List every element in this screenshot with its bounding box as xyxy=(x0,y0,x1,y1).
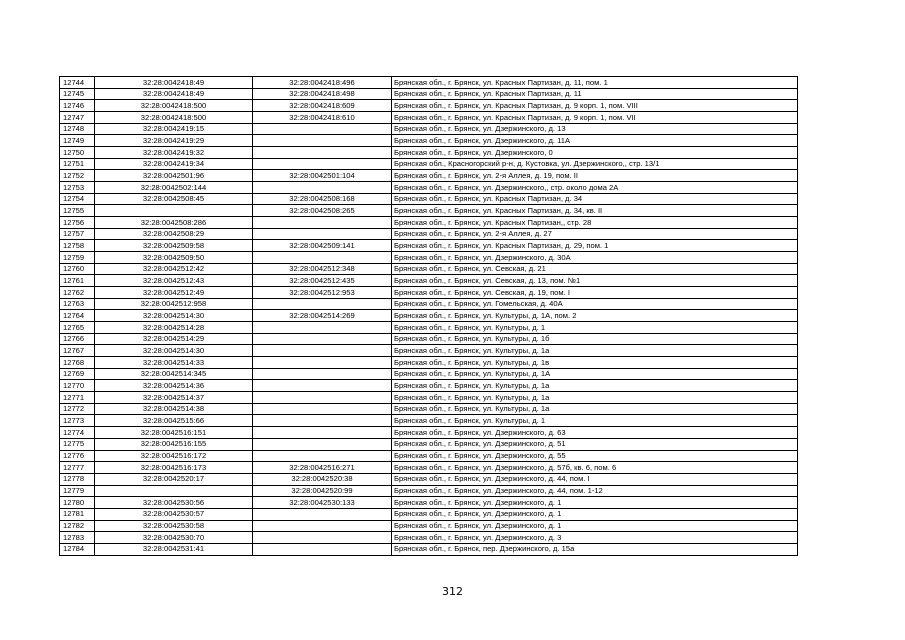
address: Брянская обл., г. Брянск, ул. 2-я Аллея, д. 19, пом. II xyxy=(392,170,798,182)
object-cadastral-number xyxy=(253,403,392,415)
row-number: 12757 xyxy=(60,228,95,240)
row-number: 12748 xyxy=(60,123,95,135)
table-row xyxy=(60,298,798,310)
row-number: 12764 xyxy=(60,310,95,322)
row-number: 12780 xyxy=(60,497,95,509)
cadastral-number xyxy=(95,205,253,217)
row-number: 12751 xyxy=(60,158,95,170)
object-cadastral-number: 32:28:0042512:435 xyxy=(253,275,392,287)
row-number: 12745 xyxy=(60,88,95,100)
table-row xyxy=(60,275,798,287)
object-cadastral-number xyxy=(253,147,392,159)
address: Брянская обл., г. Брянск, ул. Дзержинского, д. 55 xyxy=(392,450,798,462)
object-cadastral-number: 32:28:0042512:953 xyxy=(253,287,392,299)
row-number: 12783 xyxy=(60,532,95,544)
row-number: 12775 xyxy=(60,438,95,450)
address: Брянская обл., Красногорский р-н, д. Кустовка, ул. Дзержинского,, стр. 13/1 xyxy=(392,158,798,170)
object-cadastral-number xyxy=(253,380,392,392)
cadastral-number: 32:28:0042530:70 xyxy=(95,532,253,544)
object-cadastral-number: 32:28:0042418:496 xyxy=(253,77,392,89)
object-cadastral-number xyxy=(253,520,392,532)
address: Брянская обл., г. Брянск, ул. Дзержинского, 0 xyxy=(392,147,798,159)
address: Брянская обл., г. Брянск, ул. Севская, д. 21 xyxy=(392,263,798,275)
address: Брянская обл., г. Брянск, ул. Гомельская, д. 40А xyxy=(392,298,798,310)
table-row xyxy=(60,485,798,497)
row-number: 12753 xyxy=(60,182,95,194)
cadastral-number: 32:28:0042514:345 xyxy=(95,368,253,380)
table-row xyxy=(60,228,798,240)
row-number: 12760 xyxy=(60,263,95,275)
object-cadastral-number: 32:28:0042530:133 xyxy=(253,497,392,509)
table-row xyxy=(60,240,798,252)
object-cadastral-number xyxy=(253,427,392,439)
cadastral-number: 32:28:0042514:29 xyxy=(95,333,253,345)
table-row xyxy=(60,170,798,182)
object-cadastral-number: 32:28:0042512:348 xyxy=(253,263,392,275)
row-number: 12782 xyxy=(60,520,95,532)
cadastral-number: 32:28:0042516:172 xyxy=(95,450,253,462)
table-row xyxy=(60,322,798,334)
address: Брянская обл., г. Брянск, ул. Дзержинского, д. 1 xyxy=(392,520,798,532)
row-number: 12756 xyxy=(60,217,95,229)
row-number: 12770 xyxy=(60,380,95,392)
row-number: 12772 xyxy=(60,403,95,415)
cadastral-number: 32:28:0042512:49 xyxy=(95,287,253,299)
address: Брянская обл., г. Брянск, ул. Культуры, д. 1А xyxy=(392,368,798,380)
object-cadastral-number xyxy=(253,415,392,427)
address: Брянская обл., г. Брянск, ул. Дзержинского, д. 11А xyxy=(392,135,798,147)
row-number: 12768 xyxy=(60,357,95,369)
address: Брянская обл., г. Брянск, ул. Культуры, д. 1 xyxy=(392,415,798,427)
cadastral-number: 32:28:0042530:56 xyxy=(95,497,253,509)
cadastral-number: 32:28:0042419:29 xyxy=(95,135,253,147)
table-row xyxy=(60,380,798,392)
object-cadastral-number xyxy=(253,532,392,544)
row-number: 12765 xyxy=(60,322,95,334)
object-cadastral-number xyxy=(253,392,392,404)
object-cadastral-number: 32:28:0042418:498 xyxy=(253,88,392,100)
cadastral-number: 32:28:0042514:30 xyxy=(95,310,253,322)
address: Брянская обл., г. Брянск, ул. Культуры, д. 1А, пом. 2 xyxy=(392,310,798,322)
cadastral-number: 32:28:0042514:33 xyxy=(95,357,253,369)
row-number: 12763 xyxy=(60,298,95,310)
row-number: 12762 xyxy=(60,287,95,299)
object-cadastral-number xyxy=(253,322,392,334)
table-row xyxy=(60,205,798,217)
row-number: 12744 xyxy=(60,77,95,89)
address: Брянская обл., г. Брянск, ул. Красных Партизан, д. 11 xyxy=(392,88,798,100)
table-row xyxy=(60,392,798,404)
object-cadastral-number xyxy=(253,217,392,229)
address: Брянская обл., г. Брянск, ул. Дзержинского, д. 44, пом. I xyxy=(392,473,798,485)
row-number: 12758 xyxy=(60,240,95,252)
table-row xyxy=(60,368,798,380)
address: Брянская обл., г. Брянск, ул. Культуры, д. 1б xyxy=(392,333,798,345)
row-number: 12771 xyxy=(60,392,95,404)
object-cadastral-number: 32:28:0042516:271 xyxy=(253,462,392,474)
row-number: 12747 xyxy=(60,112,95,124)
row-number: 12759 xyxy=(60,252,95,264)
object-cadastral-number: 32:28:0042418:609 xyxy=(253,100,392,112)
object-cadastral-number xyxy=(253,228,392,240)
object-cadastral-number: 32:28:0042520:99 xyxy=(253,485,392,497)
table-row xyxy=(60,438,798,450)
row-number: 12777 xyxy=(60,462,95,474)
table-row xyxy=(60,135,798,147)
cadastral-number: 32:28:0042520:17 xyxy=(95,473,253,485)
row-number: 12767 xyxy=(60,345,95,357)
cadastral-number: 32:28:0042514:30 xyxy=(95,345,253,357)
row-number: 12754 xyxy=(60,193,95,205)
table-row xyxy=(60,403,798,415)
cadastral-number: 32:28:0042418:49 xyxy=(95,88,253,100)
address: Брянская обл., г. Брянск, ул. Севская, д. 13, пом. №1 xyxy=(392,275,798,287)
table-row xyxy=(60,193,798,205)
table-row xyxy=(60,287,798,299)
cadastral-number: 32:28:0042419:32 xyxy=(95,147,253,159)
address: Брянская обл., г. Брянск, ул. Севская, д. 19, пом. I xyxy=(392,287,798,299)
row-number: 12746 xyxy=(60,100,95,112)
row-number: 12750 xyxy=(60,147,95,159)
object-cadastral-number xyxy=(253,158,392,170)
address: Брянская обл., г. Брянск, ул. Дзержинского, д. 1 xyxy=(392,497,798,509)
table-row xyxy=(60,543,798,555)
address: Брянская обл., г. Брянск, ул. Дзержинского, д. 63 xyxy=(392,427,798,439)
cadastral-number: 32:28:0042516:151 xyxy=(95,427,253,439)
cadastral-number: 32:28:0042516:173 xyxy=(95,462,253,474)
cadastral-number: 32:28:0042514:28 xyxy=(95,322,253,334)
cadastral-number: 32:28:0042509:50 xyxy=(95,252,253,264)
cadastral-number: 32:28:0042419:34 xyxy=(95,158,253,170)
object-cadastral-number: 32:28:0042501:104 xyxy=(253,170,392,182)
row-number: 12749 xyxy=(60,135,95,147)
object-cadastral-number xyxy=(253,543,392,555)
object-cadastral-number: 32:28:0042508:265 xyxy=(253,205,392,217)
cadastral-number: 32:28:0042419:15 xyxy=(95,123,253,135)
object-cadastral-number xyxy=(253,182,392,194)
cadastral-number: 32:28:0042512:43 xyxy=(95,275,253,287)
cadastral-number: 32:28:0042418:500 xyxy=(95,100,253,112)
object-cadastral-number xyxy=(253,333,392,345)
table-row xyxy=(60,345,798,357)
row-number: 12769 xyxy=(60,368,95,380)
object-cadastral-number xyxy=(253,368,392,380)
address: Брянская обл., г. Брянск, ул. Дзержинского, д. 44, пом. 1-12 xyxy=(392,485,798,497)
table-row xyxy=(60,112,798,124)
address: Брянская обл., г. Брянск, ул. Красных Партизан, д. 29, пом. 1 xyxy=(392,240,798,252)
cadastral-number: 32:28:0042514:36 xyxy=(95,380,253,392)
table-row xyxy=(60,450,798,462)
row-number: 12774 xyxy=(60,427,95,439)
table-row xyxy=(60,497,798,509)
table-row xyxy=(60,217,798,229)
table-row xyxy=(60,333,798,345)
cadastral-number: 32:28:0042418:49 xyxy=(95,77,253,89)
object-cadastral-number xyxy=(253,438,392,450)
table-row xyxy=(60,427,798,439)
table-row xyxy=(60,310,798,322)
table-row xyxy=(60,100,798,112)
cadastral-number: 32:28:0042530:58 xyxy=(95,520,253,532)
object-cadastral-number xyxy=(253,345,392,357)
cadastral-number: 32:28:0042502:144 xyxy=(95,182,253,194)
row-number: 12778 xyxy=(60,473,95,485)
object-cadastral-number: 32:28:0042514:269 xyxy=(253,310,392,322)
cadastral-number xyxy=(95,485,253,497)
registry-table xyxy=(59,76,798,556)
object-cadastral-number: 32:28:0042418:610 xyxy=(253,112,392,124)
address: Брянская обл., г. Брянск, ул. Дзержинского, д. 57б, кв. 6, пом. 6 xyxy=(392,462,798,474)
cadastral-number: 32:28:0042516:155 xyxy=(95,438,253,450)
cadastral-number: 32:28:0042512:42 xyxy=(95,263,253,275)
address: Брянская обл., г. Брянск, ул. Дзержинского, д. 3 xyxy=(392,532,798,544)
table-row xyxy=(60,182,798,194)
address: Брянская обл., г. Брянск, ул. Культуры, д. 1а xyxy=(392,403,798,415)
cadastral-number: 32:28:0042508:29 xyxy=(95,228,253,240)
cadastral-number: 32:28:0042508:45 xyxy=(95,193,253,205)
object-cadastral-number xyxy=(253,508,392,520)
page-number: 312 xyxy=(442,585,463,598)
row-number: 12766 xyxy=(60,333,95,345)
object-cadastral-number: 32:28:0042509:141 xyxy=(253,240,392,252)
row-number: 12784 xyxy=(60,543,95,555)
table-row xyxy=(60,123,798,135)
address: Брянская обл., г. Брянск, ул. Дзержинского, д. 51 xyxy=(392,438,798,450)
table-row xyxy=(60,88,798,100)
row-number: 12755 xyxy=(60,205,95,217)
row-number: 12752 xyxy=(60,170,95,182)
address: Брянская обл., г. Брянск, ул. Красных Партизан, д. 11, пом. 1 xyxy=(392,77,798,89)
address: Брянская обл., г. Брянск, пер. Дзержинского, д. 15а xyxy=(392,543,798,555)
address: Брянская обл., г. Брянск, ул. Красных Партизан, д. 34, кв. II xyxy=(392,205,798,217)
address: Брянская обл., г. Брянск, ул. Культуры, д. 1а xyxy=(392,345,798,357)
cadastral-number: 32:28:0042501:96 xyxy=(95,170,253,182)
address: Брянская обл., г. Брянск, ул. Культуры, д. 1а xyxy=(392,392,798,404)
table-row xyxy=(60,357,798,369)
cadastral-number: 32:28:0042515:66 xyxy=(95,415,253,427)
cadastral-number: 32:28:0042512:958 xyxy=(95,298,253,310)
address: Брянская обл., г. Брянск, ул. Культуры, д. 1 xyxy=(392,322,798,334)
table-row xyxy=(60,473,798,485)
table-row xyxy=(60,462,798,474)
address: Брянская обл., г. Брянск, ул. Красных Партизан, д. 9 корп. 1, пом. VIII xyxy=(392,100,798,112)
cadastral-number: 32:28:0042514:37 xyxy=(95,392,253,404)
address: Брянская обл., г. Брянск, ул. Дзержинского, д. 30А xyxy=(392,252,798,264)
address: Брянская обл., г. Брянск, ул. Культуры, д. 1а xyxy=(392,380,798,392)
table-row xyxy=(60,158,798,170)
object-cadastral-number: 32:28:0042520:38 xyxy=(253,473,392,485)
object-cadastral-number: 32:28:0042508:168 xyxy=(253,193,392,205)
cadastral-number: 32:28:0042514:38 xyxy=(95,403,253,415)
table-row xyxy=(60,252,798,264)
address: Брянская обл., г. Брянск, ул. 2-я Аллея, д. 27 xyxy=(392,228,798,240)
cadastral-number: 32:28:0042531:41 xyxy=(95,543,253,555)
address: Брянская обл., г. Брянск, ул. Культуры, д. 1в xyxy=(392,357,798,369)
address: Брянская обл., г. Брянск, ул. Красных Партизан,, стр. 28 xyxy=(392,217,798,229)
object-cadastral-number xyxy=(253,123,392,135)
object-cadastral-number xyxy=(253,135,392,147)
object-cadastral-number xyxy=(253,357,392,369)
row-number: 12761 xyxy=(60,275,95,287)
address: Брянская обл., г. Брянск, ул. Красных Партизан, д. 9 корп. 1, пом. VII xyxy=(392,112,798,124)
table-row xyxy=(60,532,798,544)
table-row xyxy=(60,263,798,275)
row-number: 12779 xyxy=(60,485,95,497)
address: Брянская обл., г. Брянск, ул. Дзержинского, д. 13 xyxy=(392,123,798,135)
address: Брянская обл., г. Брянск, ул. Дзержинского, д. 1 xyxy=(392,508,798,520)
row-number: 12776 xyxy=(60,450,95,462)
object-cadastral-number xyxy=(253,252,392,264)
row-number: 12781 xyxy=(60,508,95,520)
table-row xyxy=(60,77,798,89)
cadastral-number: 32:28:0042509:58 xyxy=(95,240,253,252)
address: Брянская обл., г. Брянск, ул. Дзержинского,, стр. около дома 2А xyxy=(392,182,798,194)
cadastral-number: 32:28:0042418:500 xyxy=(95,112,253,124)
object-cadastral-number xyxy=(253,450,392,462)
object-cadastral-number xyxy=(253,298,392,310)
row-number: 12773 xyxy=(60,415,95,427)
cadastral-number: 32:28:0042530:57 xyxy=(95,508,253,520)
table-row xyxy=(60,147,798,159)
table-row xyxy=(60,520,798,532)
cadastral-number: 32:28:0042508:286 xyxy=(95,217,253,229)
table-row xyxy=(60,415,798,427)
table-row xyxy=(60,508,798,520)
address: Брянская обл., г. Брянск, ул. Красных Партизан, д. 34 xyxy=(392,193,798,205)
